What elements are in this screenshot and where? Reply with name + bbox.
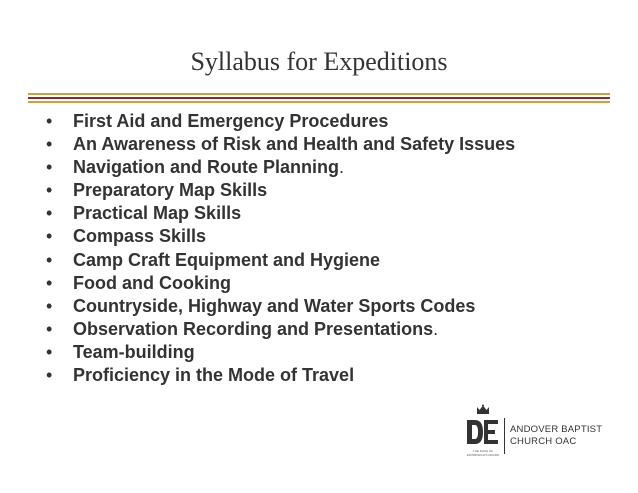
bullet-text: Navigation and Route Planning: [73, 157, 340, 178]
bullet-text: Preparatory Map Skills: [73, 180, 268, 201]
bullet-dot: •: [46, 272, 53, 293]
bullet-dot: •: [46, 249, 53, 270]
bullet-item: [46, 273, 566, 293]
divider-line-gold-top: [28, 93, 610, 95]
bullet-dot: •: [46, 203, 53, 224]
bullet-item: [46, 180, 566, 200]
syllabus-bullet-list: [46, 111, 566, 388]
bullet-item: [46, 203, 566, 223]
bullet-suffix: .: [339, 157, 345, 178]
bullet-text: An Awareness of Risk and Health and Safety Issues: [73, 134, 516, 155]
bullet-text: Proficiency in the Mode of Travel: [73, 365, 355, 386]
bullet-item: [46, 111, 566, 131]
bullet-item: [46, 296, 566, 316]
dofe-small-print: THE DUKE OF EDINBURGH'S AWARD: [466, 449, 500, 457]
logo-org-name: [510, 424, 602, 448]
bullet-dot: •: [46, 111, 53, 131]
bullet-item: [46, 342, 566, 362]
slide-title: Syllabus for Expeditions: [190, 47, 448, 76]
bullet-dot: •: [46, 134, 53, 155]
bullet-dot: •: [46, 157, 53, 178]
bullet-dot: •: [46, 295, 53, 316]
logo-divider: [504, 418, 505, 454]
logo-org-line1: ANDOVER BAPTIST: [510, 424, 603, 435]
bullet-item: [46, 226, 566, 246]
bullet-dot: •: [46, 180, 53, 201]
bullet-dot: •: [46, 341, 53, 362]
divider-line-red: [28, 97, 610, 99]
dofe-logo: [464, 394, 614, 460]
bullet-text: Team-building: [73, 341, 195, 362]
bullet-text: First Aid and Emergency Procedures: [73, 111, 389, 131]
bullet-dot: •: [46, 318, 53, 339]
bullet-item: [46, 365, 566, 385]
bullet-text: Practical Map Skills: [73, 203, 242, 224]
bullet-item: [46, 319, 566, 339]
bullet-text: Observation Recording and Presentations: [73, 318, 434, 339]
bullet-item: [46, 157, 566, 177]
bullet-dot: •: [46, 226, 53, 247]
bullet-text: Compass Skills: [73, 226, 207, 247]
bullet-text: Food and Cooking: [73, 272, 231, 293]
title-divider: [28, 93, 610, 105]
bullet-dot: •: [46, 365, 53, 386]
logo-mark-text: DE: [483, 394, 485, 395]
bullet-text: Camp Craft Equipment and Hygiene: [73, 249, 381, 270]
bullet-text: Countryside, Highway and Water Sports Codes: [73, 295, 476, 316]
divider-line-gold-bottom: [28, 101, 610, 103]
bullet-item: [46, 250, 566, 270]
bullet-item: [46, 134, 566, 154]
bullet-suffix: .: [433, 318, 439, 339]
logo-org-line2: CHURCH OAC: [510, 436, 577, 447]
